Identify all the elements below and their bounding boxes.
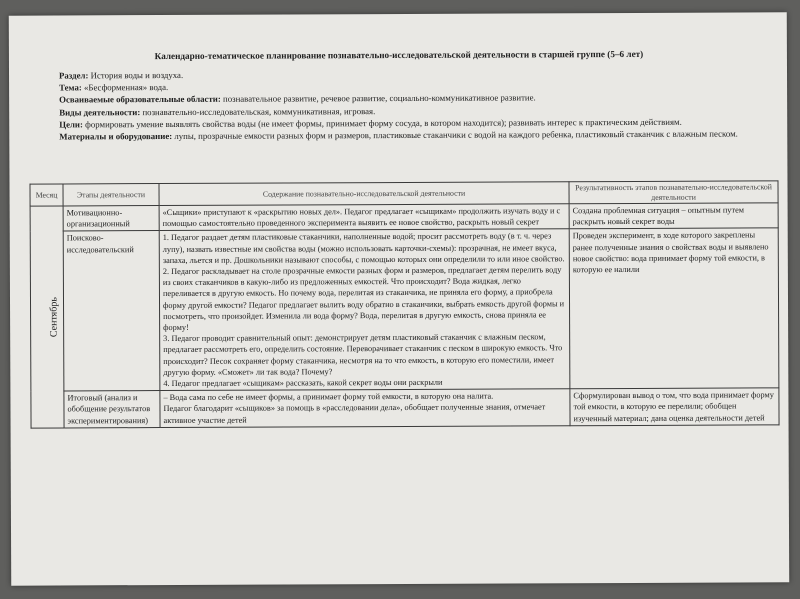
meta-activities: Виды деятельности: познавательно-исследовательская, коммуникативная, игровая. [59,105,376,118]
document-sheet [9,12,789,585]
meta-materials: Материалы и оборудование: лупы, прозрачные емкости разных форм и размеров, пластиковые стаканчики с водой на каждого ребенка, пластиковый стаканчик с влажным песком. [59,128,738,142]
meta-section: Раздел: История воды и воздуха. [58,69,184,81]
meta-goals: Цели: формировать умение выявлять свойства воды (не имеет формы, принимает форму сосуда, в котором находится); развивать интерес к практическим действиям. [59,116,682,130]
result-cell: Проведен эксперимент, в ходе которого закреплены ранее полученные знания о свойствах воды и выявлено новое свойство: вода принимает форму той емкости, в которую ее налили [569,228,779,389]
result-cell: Создана проблемная ситуация – опытным путем раскрыть новый секрет воды [569,203,778,229]
meta-areas: Осваиваемые образовательные области: познавательное развитие, речевое развитие, социально-коммуникативное развитие. [59,92,536,105]
document-title: Календарно-тематическое планирование познавательно-исследовательской деятельности в старшей группе (5–6 лет) [154,48,644,62]
table-row [31,388,779,428]
month-label: Сентябрь [48,296,60,337]
stage-cell: Итоговый (анализ и обобщение результатов экспериментирования) [64,391,160,428]
result-cell: Сформулирован вывод о том, что вода принимает форму той емкости, в которую ее перелили; обобщен изученный материал; дана оценка деятельности детей [570,388,779,426]
header-month: Месяц [30,184,63,206]
header-stage: Этапы деятельности [63,184,159,206]
meta-topic: Тема: «Бесформенная» вода. [59,82,169,93]
stage-cell: Мотивационно-организационный [63,206,159,232]
content-cell: – Вода сама по себе не имеет формы, а принимает форму той емкости, в которую она налита. Педагог благодарит «сыщиков» за помощь в «расследовании дела», обобщает полученные знания, отмечает активное участие детей [160,389,570,427]
meta-block [33,66,778,142]
content-cell: «Сыщики» приступают к «раскрытию новых дел». Педагог предлагает «сыщикам» продолжить изучать воду и с помощью самостоятельно проведенного эксперимента выявить ее новое свойство, раскрыть новый секрет [159,204,569,231]
header-content: Содержание познавательно-исследовательской деятельности [159,182,569,206]
stage-cell: Поисково-исследовательский [63,231,160,391]
plan-table [29,180,779,428]
content-cell: 1. Педагог раздает детям пластиковые стаканчики, наполненные водой; просит рассмотреть воду (в т. ч. через лупу), назвать известные им свойства воды (можно использовать карточки-схемы): прозрачная, не имеет вкуса, запаха, льется и пр. Дошкольники называют способы, с помощью которых они определили то или иное свойство. 2. Педагог раскладывает на столе прозрачные емкости разных форм и размеров, предлагает детям перелить воду из своих стаканчиков в какую-либо из предложенных емкостей. Что происходит? Вода жидкая, легко переливается в другую емкость. Но почему вода, перелитая из стаканчика, не приняла его форму, а приобрела форму другой емкости? Педагог предлагает вылить воду обратно в стаканчики, выбрать емкость другой формы и посмотреть, что произойдет. Изменила ли вода форму? Вода, перелитая в другую емкость, снова приняла ее форму! 3. Педагог проводит сравнительный опыт: демонстрирует детям пластиковый стаканчик с влажным песком, предлагает рассмотреть его, определить состояние. Переворачивает стаканчик с песком в широкую емкость. Что происходит? Песок сохраняет форму стаканчика, несмотря на то что емкость, в которую его поместили, имеет другую форму. «Сможет» ли так вода? Почему? 4. Педагог предлагает «сыщикам» рассказать, какой секрет воды они раскрыли [159,229,570,391]
table-row [30,203,778,232]
table-header-row [30,181,778,206]
month-cell [30,206,64,428]
header-result: Результативность этапов познавательно-исследовательской деятельности [569,181,778,204]
table-row [30,228,779,391]
